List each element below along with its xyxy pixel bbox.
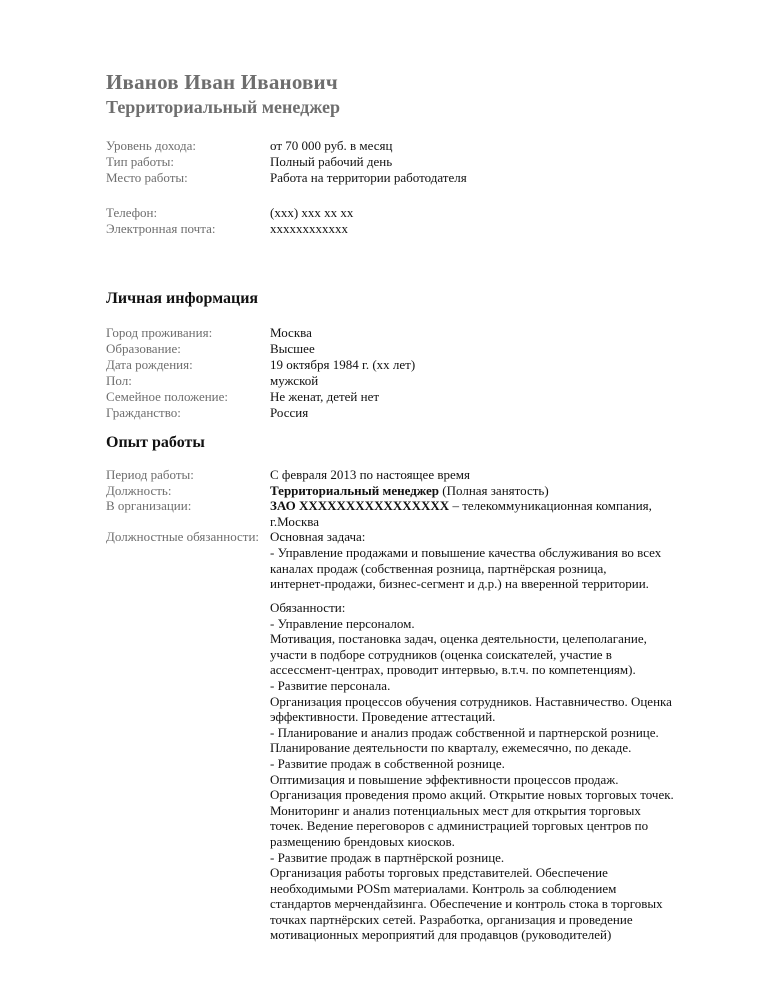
job-term-label: Тип работы: bbox=[106, 154, 175, 169]
personal-label: Семейное положение: bbox=[106, 389, 229, 404]
duty-line: - Управление персоналом. bbox=[270, 615, 415, 631]
personal-value: Высшее bbox=[270, 341, 315, 356]
desired-position: Территориальный менеджер bbox=[106, 97, 341, 117]
duty-line: Планирование деятельности по кварталу, ежемесячно, по декаде. bbox=[270, 740, 632, 756]
duty-line: - Развитие продаж в партнёрской рознице. bbox=[270, 849, 505, 865]
personal-info bbox=[106, 325, 706, 421]
personal-label: Гражданство: bbox=[106, 405, 181, 420]
experience-row bbox=[106, 529, 706, 591]
job-position-label: Должность: bbox=[106, 482, 172, 498]
duty-line: - Планирование и анализ продаж собственной и партнерской рознице. bbox=[270, 724, 659, 740]
contact-row bbox=[106, 221, 706, 237]
personal-value: Москва bbox=[270, 325, 312, 340]
personal-label: Образование: bbox=[106, 341, 181, 356]
personal-label: Пол: bbox=[106, 373, 132, 388]
personal-info-heading: Личная информация bbox=[106, 290, 259, 307]
duty-line: Обязанности: bbox=[270, 600, 346, 615]
duty-line: - Развитие персонала. bbox=[270, 677, 391, 693]
organization-city: г.Москва bbox=[270, 513, 319, 529]
duty-line: Оптимизация и повышение эффективности процессов продаж. bbox=[270, 771, 619, 787]
personal-row bbox=[106, 405, 706, 421]
experience-heading: Опыт работы bbox=[106, 434, 205, 451]
duty-line: Организация работы торговых представителей. Обеспечение bbox=[270, 865, 608, 881]
personal-row bbox=[106, 389, 706, 405]
main-task bbox=[270, 529, 706, 591]
duty-line: точках партнёрских сетей. Разработка, организация и проведение bbox=[270, 911, 633, 927]
experience-row bbox=[106, 498, 706, 529]
organization-description: – телекоммуникационная компания, bbox=[449, 498, 652, 514]
duties-label: Должностные обязанности: bbox=[106, 529, 260, 545]
personal-label: Город проживания: bbox=[106, 325, 213, 340]
job-term-value: от 70 000 руб. в месяц bbox=[270, 138, 393, 153]
personal-label: Дата рождения: bbox=[106, 357, 193, 372]
experience-row bbox=[106, 483, 706, 499]
organization-label: В организации: bbox=[106, 498, 192, 514]
job-term-row bbox=[106, 154, 706, 170]
main-task-line: каналах продаж (собственная розница, партнёрская розница, bbox=[270, 560, 607, 576]
duty-line: Организация проведения промо акций. Открытие новых торговых точек. bbox=[270, 787, 674, 803]
personal-row bbox=[106, 341, 706, 357]
duty-line: мотивационных мероприятий для продавцов (руководителей) bbox=[270, 927, 612, 943]
period-value: С февраля 2013 по настоящее время bbox=[270, 467, 470, 482]
job-term-row bbox=[106, 170, 706, 186]
duty-line: участи в подборе сотрудников (оценка соискателей, участие в bbox=[270, 646, 612, 662]
personal-value: Россия bbox=[270, 405, 309, 420]
experience-row bbox=[106, 467, 706, 483]
contact-row bbox=[106, 205, 706, 221]
organization-name: ЗАО XXXXXXXXXXXXXXXX bbox=[270, 498, 450, 514]
personal-row bbox=[106, 357, 706, 373]
main-task-line: - Управление продажами и повышение качества обслуживания во всех bbox=[270, 544, 662, 560]
personal-row bbox=[106, 373, 706, 389]
job-terms bbox=[106, 138, 706, 186]
main-task-line: Основная задача: bbox=[270, 529, 366, 545]
personal-value: мужской bbox=[270, 373, 319, 388]
personal-value: 19 октября 1984 г. (xx лет) bbox=[270, 357, 416, 372]
duty-line: стандартов мерчендайзинга. Обеспечение и контроль стока в торговых bbox=[270, 896, 663, 912]
period-label: Период работы: bbox=[106, 467, 194, 482]
duty-line: размещению брендовых киосков. bbox=[270, 833, 455, 849]
job-term-row bbox=[106, 138, 706, 154]
job-term-label: Уровень дохода: bbox=[106, 138, 196, 153]
job-term-value: Полный рабочий день bbox=[270, 154, 393, 169]
contact-label: Телефон: bbox=[106, 205, 158, 220]
candidate-name: Иванов Иван Иванович bbox=[106, 70, 338, 94]
job-term-label: Место работы: bbox=[106, 170, 188, 185]
duty-line: Мотивация, постановка задач, оценка деятельности, целеполагание, bbox=[270, 631, 647, 647]
duty-line: Организация процессов обучения сотрудников. Наставничество. Оценка bbox=[270, 693, 672, 709]
duty-line: ассессмент-центрах, проводит интервью, в.т.ч. по компетенциям). bbox=[270, 662, 636, 678]
duties-list bbox=[270, 600, 674, 943]
duty-line: необходимыми POSm материалами. Контроль за соблюдением bbox=[270, 880, 617, 896]
duty-line: - Развитие продаж в собственной рознице. bbox=[270, 755, 505, 771]
organization-value bbox=[270, 498, 706, 529]
job-term-value: Работа на территории работодателя bbox=[270, 170, 467, 185]
duty-line: Мониторинг и анализ потенциальных мест для открытия торговых bbox=[270, 802, 641, 818]
phone-value: (xxx) xxx xx xx bbox=[270, 205, 354, 220]
job-position-value bbox=[270, 483, 706, 499]
job-position-title: Территориальный менеджер bbox=[270, 482, 440, 498]
email-value: xxxxxxxxxxxx bbox=[270, 221, 348, 236]
main-task-line: интернет-продажи, бизнес-сегмент и д.р.) на вверенной территории. bbox=[270, 576, 649, 592]
contacts bbox=[106, 205, 706, 237]
personal-row bbox=[106, 325, 706, 341]
duty-line: точек. Ведение переговоров с администрацией торговых центров по bbox=[270, 818, 649, 834]
contact-label: Электронная почта: bbox=[106, 221, 216, 236]
experience-entry bbox=[106, 467, 706, 592]
personal-value: Не женат, детей нет bbox=[270, 389, 380, 404]
job-position-type: (Полная занятость) bbox=[439, 482, 549, 498]
duty-line: эффективности. Проведение аттестаций. bbox=[270, 709, 496, 725]
